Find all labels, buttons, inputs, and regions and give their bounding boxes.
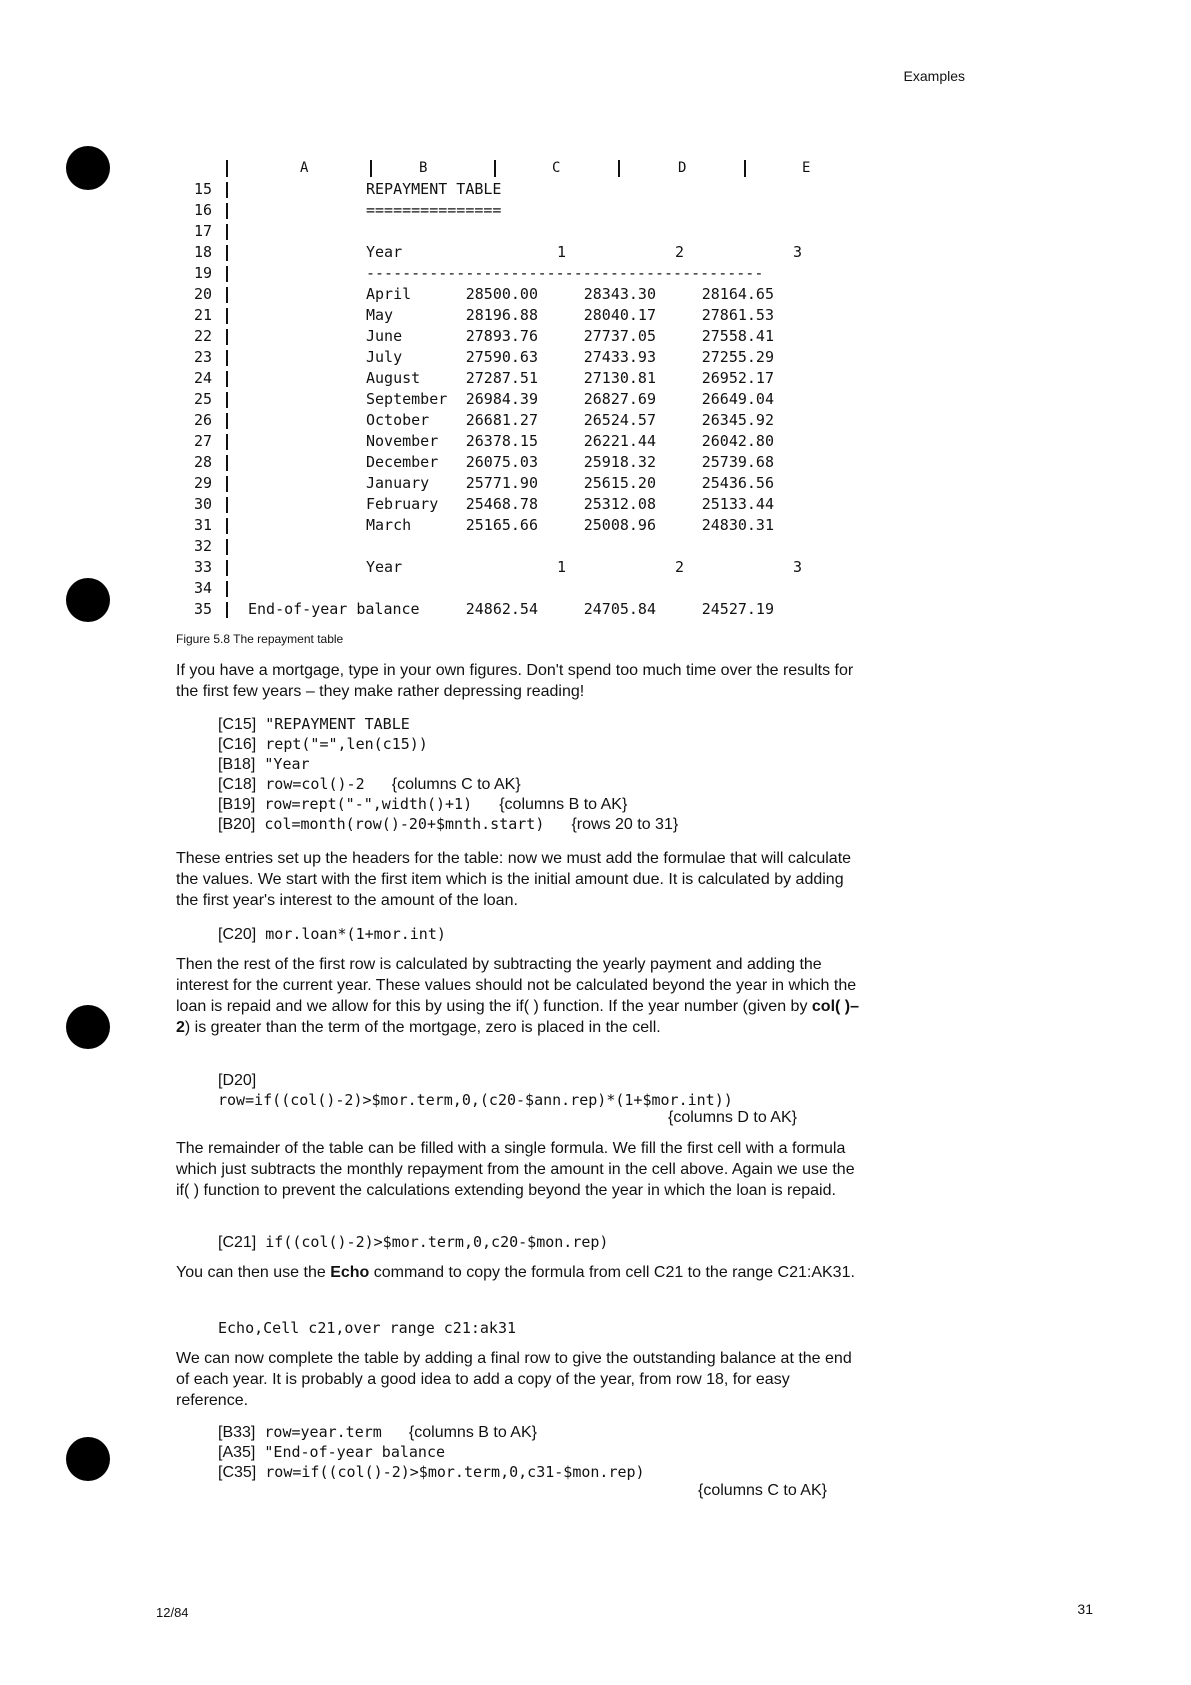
code-line [218,814,678,834]
cell-c: 1 [556,558,566,576]
cell-b: August [366,369,421,387]
row-divider [226,518,228,534]
punch-hole-2 [66,578,110,622]
cell-c: 26984.39 [465,390,538,408]
row-divider [226,371,228,387]
cell-c: 26378.15 [465,432,538,450]
paragraph [176,1262,866,1283]
footer-date: 12/84 [156,1605,189,1620]
row-divider [226,308,228,324]
cell-c: 25468.78 [465,495,538,513]
sheet-row [176,180,876,201]
paragraph: We can now complete the table by adding a final row to give the outstanding balance at the end of each year. It is probably a good idea to add a copy of the year, from row 18, for easy reference. [176,1350,852,1409]
cell-e: 3 [792,243,802,261]
sheet-row [176,348,876,369]
cell-d: 25312.08 [583,495,656,513]
code-block [218,924,446,944]
sheet-row [176,264,876,285]
cell-b: January [366,474,430,492]
sheet-row [176,537,876,558]
formula: row=if((col()-2)>$mor.term,0,c31-$mon.rep) [256,1463,645,1481]
paragraph-text: You can then use the [176,1264,331,1281]
paragraph-text: Then the rest of the first row is calculated by subtracting the yearly payment and adding the interest for the current year. These values should not be calculated beyond the year in which the loan is repaid and we allow for this by using the if( ) function. If the year number (given by [176,956,857,1015]
row-divider [226,182,228,198]
cell-c: 24862.54 [465,600,538,618]
cell-ref: [C16] [218,736,257,753]
range-note: {columns B to AK} [408,1424,537,1441]
cell-ref: [C18] [218,776,257,793]
cell-b: June [366,327,403,345]
cell-b: October [366,411,430,429]
cell-e: 24527.19 [701,600,774,618]
formula: mor.loan*(1+mor.int) [256,925,446,943]
sheet-row [176,243,876,264]
row-divider [226,245,228,261]
paragraph [176,954,866,1038]
sheet-row [176,327,876,348]
cell-b: Year [366,558,403,576]
row-number: 30 [193,495,212,513]
formula: col=month(row()-20+$mnth.start) [255,815,572,833]
column-divider [494,160,496,177]
row-divider [226,455,228,471]
paragraph-text: command to copy the formula from cell C21 to the range C21:AK31. [369,1264,855,1281]
range-note: {columns B to AK} [499,796,628,813]
range-note: {columns C to AK} [391,776,521,793]
cell-d: 24705.84 [583,600,656,618]
row-number: 32 [193,537,212,555]
running-header: Examples [903,68,965,84]
code-line [218,794,678,814]
cell-d: 26524.57 [583,411,656,429]
cell-e: 3 [792,558,802,576]
column-divider [744,160,746,177]
cell-b: -------------------------------------------- [366,264,764,282]
cell-d: 28343.30 [583,285,656,303]
code-block [218,1232,608,1252]
inline-command: Echo [330,1264,370,1281]
code-block [218,1318,516,1338]
sheet-row [176,432,876,453]
inline-function: col( )–2 [176,998,860,1036]
code-block [218,714,678,834]
cell-ref: [C21] [218,1234,257,1251]
cell-a: End-of-year balance [248,600,420,618]
sheet-row [176,474,876,495]
row-divider [226,350,228,366]
row-number: 27 [193,432,212,450]
row-divider [226,287,228,303]
cell-d: 25615.20 [583,474,656,492]
punch-hole-4 [66,1437,110,1481]
cell-d: 28040.17 [583,306,656,324]
code-line [218,734,678,754]
sheet-row [176,516,876,537]
row-number: 24 [193,369,212,387]
cell-e: 27558.41 [701,327,774,345]
cell-b: February [366,495,439,513]
cell-c: 25165.66 [465,516,538,534]
cell-ref: [C20] [218,926,257,943]
cell-ref: [D20] [218,1072,257,1089]
row-divider [226,224,228,240]
col-header-d: D [678,160,687,176]
col-header-c: C [552,160,561,176]
formula: row=if((col()-2)>$mor.term,0,(c20-$ann.rep)*(1+$mor.int)) [218,1091,733,1109]
cell-e: 25133.44 [701,495,774,513]
row-divider [226,581,228,597]
cell-d: 26221.44 [583,432,656,450]
page-number: 31 [1077,1601,1093,1617]
cell-ref: [B20] [218,816,256,833]
column-divider [226,160,228,177]
cell-b: May [366,306,394,324]
formula: "REPAYMENT TABLE [256,715,410,733]
row-number: 23 [193,348,212,366]
cell-e: 25436.56 [701,474,774,492]
paragraph: These entries set up the headers for the table: now we must add the formulae that will calculate the values. We start with the first item which is the initial amount due. It is calculated by adding the first year's interest to the amount of the loan. [176,850,852,909]
formula: rept("=",len(c15)) [256,735,428,753]
row-divider [226,539,228,555]
code-line [218,714,678,734]
cell-b: April [366,285,412,303]
row-divider [226,476,228,492]
code-line [218,754,678,774]
cell-ref: [B18] [218,756,256,773]
sheet-row [176,453,876,474]
cell-d: 26827.69 [583,390,656,408]
sheet-row [176,579,876,600]
code-line [218,774,678,794]
sheet-row [176,285,876,306]
range-note: {columns D to AK} [668,1109,797,1126]
formula: row=year.term [255,1423,409,1441]
cell-b: Year [366,243,403,261]
row-divider [226,497,228,513]
sheet-row [176,558,876,579]
cell-e: 28164.65 [701,285,774,303]
sheet-row [176,495,876,516]
cell-d: 2 [674,243,684,261]
punch-hole-3 [66,1005,110,1049]
col-header-e: E [802,160,811,176]
paragraph: The remainder of the table can be filled with a single formula. We fill the first cell with a formula which just subtracts the monthly repayment from the amount in the cell above. Again we use the if( ) function to prevent the calculations extending beyond the year in which the loan is repaid. [176,1140,855,1199]
row-number: 33 [193,558,212,576]
row-number: 16 [193,201,212,219]
cell-c: 1 [556,243,566,261]
code-line [218,1442,645,1462]
cell-c: 28500.00 [465,285,538,303]
row-number: 29 [193,474,212,492]
cell-c: 28196.88 [465,306,538,324]
cell-e: 26952.17 [701,369,774,387]
column-divider [618,160,620,177]
cell-d: 2 [674,558,684,576]
row-divider [226,266,228,282]
cell-e: 26042.80 [701,432,774,450]
sheet-row [176,306,876,327]
row-number: 22 [193,327,212,345]
row-divider [226,392,228,408]
cell-e: 25739.68 [701,453,774,471]
sheet-row [176,222,876,243]
formula: "End-of-year balance [255,1443,446,1461]
cell-e: 26345.92 [701,411,774,429]
cell-d: 25918.32 [583,453,656,471]
cell-d: 27433.93 [583,348,656,366]
cell-ref: [B33] [218,1424,256,1441]
punch-hole-1 [66,146,110,190]
sheet-row [176,201,876,222]
row-number: 31 [193,516,212,534]
cell-e: 24830.31 [701,516,774,534]
column-divider [370,160,372,177]
code-block [218,1422,645,1482]
cell-d: 25008.96 [583,516,656,534]
cell-d: 27130.81 [583,369,656,387]
row-divider [226,329,228,345]
cell-c: 25771.90 [465,474,538,492]
code-line [218,1422,645,1442]
cell-c: 26681.27 [465,411,538,429]
row-number: 25 [193,390,212,408]
row-number: 17 [193,222,212,240]
cell-ref: [A35] [218,1444,256,1461]
cell-c: 27590.63 [465,348,538,366]
cell-c: 27287.51 [465,369,538,387]
row-number: 15 [193,180,212,198]
formula: "Year [255,755,310,773]
sheet-row [176,390,876,411]
cell-e: 26649.04 [701,390,774,408]
figure-caption: Figure 5.8 The repayment table [176,632,344,646]
sheet-row [176,369,876,390]
range-note: {rows 20 to 31} [571,816,679,833]
cell-b: December [366,453,439,471]
row-number: 26 [193,411,212,429]
cell-e: 27861.53 [701,306,774,324]
cell-b: REPAYMENT TABLE [366,180,502,198]
code-block [218,1070,733,1110]
formula: row=col()-2 [256,775,392,793]
cell-b: March [366,516,412,534]
code-line [218,1462,645,1482]
row-number: 34 [193,579,212,597]
row-divider [226,560,228,576]
paragraph: If you have a mortgage, type in your own figures. Don't spend too much time over the results for the first few years – they make rather depressing reading! [176,662,854,700]
cell-b: November [366,432,439,450]
row-divider [226,434,228,450]
cell-ref: [B19] [218,796,256,813]
row-number: 20 [193,285,212,303]
cell-b: September [366,390,448,408]
col-header-a: A [300,160,309,176]
formula: if((col()-2)>$mor.term,0,c20-$mon.rep) [256,1233,609,1251]
sheet-row [176,600,876,621]
row-divider [226,602,228,618]
row-number: 18 [193,243,212,261]
cell-e: 27255.29 [701,348,774,366]
range-note: {columns C to AK} [698,1482,827,1499]
formula: Echo,Cell c21,over range c21:ak31 [218,1319,517,1337]
cell-b: July [366,348,403,366]
row-number: 19 [193,264,212,282]
row-number: 35 [193,600,212,618]
row-number: 28 [193,453,212,471]
cell-c: 27893.76 [465,327,538,345]
row-divider [226,413,228,429]
cell-ref: [C35] [218,1464,257,1481]
col-header-b: B [419,160,428,176]
row-number: 21 [193,306,212,324]
sheet-row [176,411,876,432]
formula: row=rept("-",width()+1) [255,795,500,813]
cell-d: 27737.05 [583,327,656,345]
cell-c: 26075.03 [465,453,538,471]
paragraph-text: ) is greater than the term of the mortgage, zero is placed in the cell. [184,1019,661,1036]
cell-ref: [C15] [218,716,257,733]
cell-b: =============== [366,201,502,219]
row-divider [226,203,228,219]
